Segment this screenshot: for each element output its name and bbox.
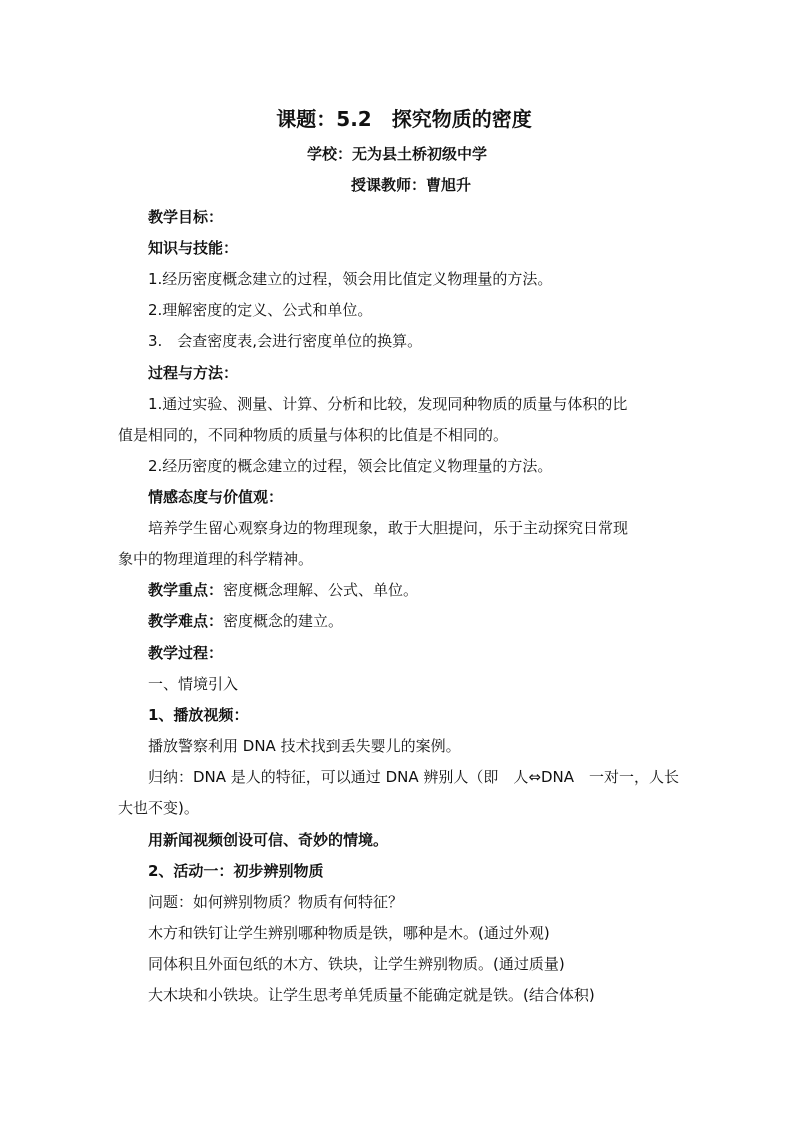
key-point-text: 密度概念理解、公式、单位。 (223, 581, 419, 599)
step-1-summary-line-1: 归纳：DNA 是人的特征，可以通过 DNA 辨别人（即 人⇔DNA 一对一，人长 (148, 768, 679, 786)
process-item-2: 2.经历密度的概念建立的过程，领会比值定义物理量的方法。 (148, 457, 553, 475)
step-2-line-4: 大木块和小铁块。让学生思考单凭质量不能确定就是铁。(结合体积) (148, 986, 595, 1004)
step-1-text: 播放警察利用 DNA 技术找到丢失婴儿的案例。 (148, 737, 461, 755)
school-line: 学校：无为县土桥初级中学 (306, 145, 487, 163)
difficulty-line (148, 611, 343, 631)
attitude-line-2: 象中的物理道理的科学精神。 (118, 550, 314, 568)
attitude-line-1: 培养学生留心观察身边的物理现象，敢于大胆提问，乐于主动探究日常现 (148, 519, 629, 537)
knowledge-item-3: 3. 会查密度表,会进行密度单位的换算。 (148, 332, 423, 350)
step-2-line-2: 木方和铁钉让学生辨别哪种物质是铁，哪种是木。(通过外观) (148, 924, 550, 942)
knowledge-heading: 知识与技能： (148, 239, 239, 257)
process-item-1-line-1: 1.通过实验、测量、计算、分析和比较，发现同种物质的质量与体积的比 (148, 395, 628, 413)
key-point-line (148, 580, 418, 600)
key-point-label: 教学重点： (148, 581, 224, 599)
step-1-note: 用新闻视频创设可信、奇妙的情境。 (148, 831, 389, 849)
knowledge-item-1: 1.经历密度概念建立的过程，领会用比值定义物理量的方法。 (148, 270, 553, 288)
attitude-heading: 情感态度与价值观： (148, 488, 284, 506)
step-2-heading: 2、活动一：初步辨别物质 (148, 862, 324, 880)
knowledge-item-2: 2.理解密度的定义、公式和单位。 (148, 301, 373, 319)
teacher-line: 授课教师：曹旭升 (350, 176, 471, 194)
page-title: 课题：5.2 探究物质的密度 (276, 107, 532, 131)
process-heading: 过程与方法： (148, 364, 239, 382)
objectives-heading: 教学目标： (148, 208, 224, 226)
process-item-1-line-2: 值是相同的，不同种物质的质量与体积的比值是不相同的。 (118, 426, 509, 444)
step-2-line-3: 同体积且外面包纸的木方、铁块，让学生辨别物质。(通过质量) (148, 955, 565, 973)
section-1-heading: 一、情境引入 (148, 675, 239, 693)
procedure-heading: 教学过程： (148, 644, 224, 662)
step-1-summary-line-2: 大也不变)。 (118, 799, 199, 817)
difficulty-text: 密度概念的建立。 (223, 612, 344, 630)
step-2-line-1: 问题：如何辨别物质？物质有何特征？ (148, 893, 404, 911)
difficulty-label: 教学难点： (148, 612, 224, 630)
step-1-heading: 1、播放视频： (148, 706, 249, 724)
